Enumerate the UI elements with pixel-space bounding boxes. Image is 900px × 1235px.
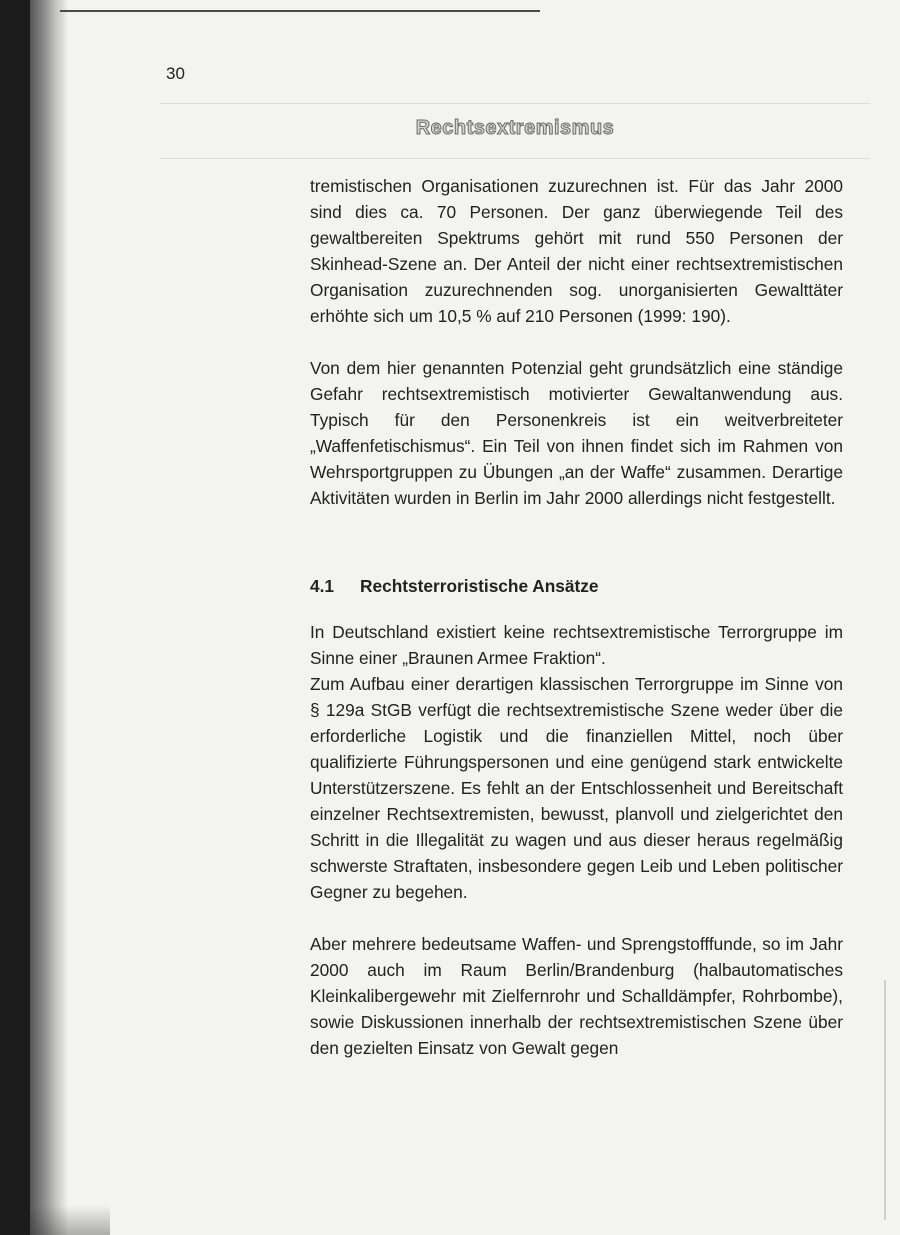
binding-edge: [0, 0, 30, 1235]
paragraph-4: Zum Aufbau einer derartigen klassischen Terrorgruppe im Sinne von § 129a StGB verfügt die rechtsextremistische Szene weder über die erforderliche Logistik und die finanziellen Mittel, noch über qualifizierte Führungspersonen und eine genügend stark entwickelte Unterstützerszene. Es fehlt an der Entschlossenheit und Bereitschaft einzelner Rechtsextremisten, bewusst, planvoll und zielgerichtet den Schritt in die Illegalität zu wagen und aus dieser heraus regelmäßig schwerste Straftaten, insbesondere gegen Leib und Leben politischer Gegner zu begehen.: [310, 674, 843, 902]
page-edge-line: [884, 980, 886, 1220]
paragraph-5: Aber mehrere bedeutsame Waffen- und Sprengstofffunde, so im Jahr 2000 auch im Raum Berlin/Brandenburg (halbautomatisches Kleinkalibergewehr mit Zielfernrohr und Schalldämpfer, Rohrbombe), sowie Diskussionen innerhalb der rechtsextremistischen Szene über den gezielten Einsatz von Gewalt gegen: [310, 934, 843, 1058]
section-number: 4.1: [310, 576, 335, 596]
header-rule-bottom: [160, 158, 870, 159]
paragraph-3: In Deutschland existiert keine rechtsextremistische Terrorgruppe im Sinne einer „Braunen Armee Fraktion“.: [310, 622, 843, 668]
page-number: 30: [166, 64, 185, 83]
section-heading: [310, 573, 843, 599]
paragraph-1: tremistischen Organisationen zuzurechnen ist. Für das Jahr 2000 sind dies ca. 70 Personen. Der ganz überwiegende Teil des gewaltbereiten Spektrums gehört mit rund 550 Personen der Skinhead-Szene an. Der Anteil der nicht einer rechtsextremistischen Organisation zuzurechnenden sog. unorganisierten Gewalttäter erhöhte sich um 10,5 % auf 210 Personen (1999: 190).: [310, 176, 843, 326]
section-title: Rechtsterroristische Ansätze: [360, 576, 599, 596]
running-head: Rechtsextremismus: [415, 117, 615, 139]
header-rule-top: [160, 103, 870, 104]
body-text: [310, 173, 843, 1061]
corner-shadow: [30, 1205, 110, 1235]
paragraph-2: Von dem hier genannten Potenzial geht grundsätzlich eine ständige Gefahr rechtsextremistisch motivierter Gewaltanwendung aus. Typisch für den Personenkreis ist ein weitverbreiteter „Waffenfetischismus“. Ein Teil von ihnen findet sich im Rahmen von Wehrsportgruppen zu Übungen „an der Waffe“ zusammen. Derartige Aktivitäten wurden in Berlin im Jahr 2000 allerdings nicht festgestellt.: [310, 358, 843, 508]
top-rule: [60, 10, 540, 12]
